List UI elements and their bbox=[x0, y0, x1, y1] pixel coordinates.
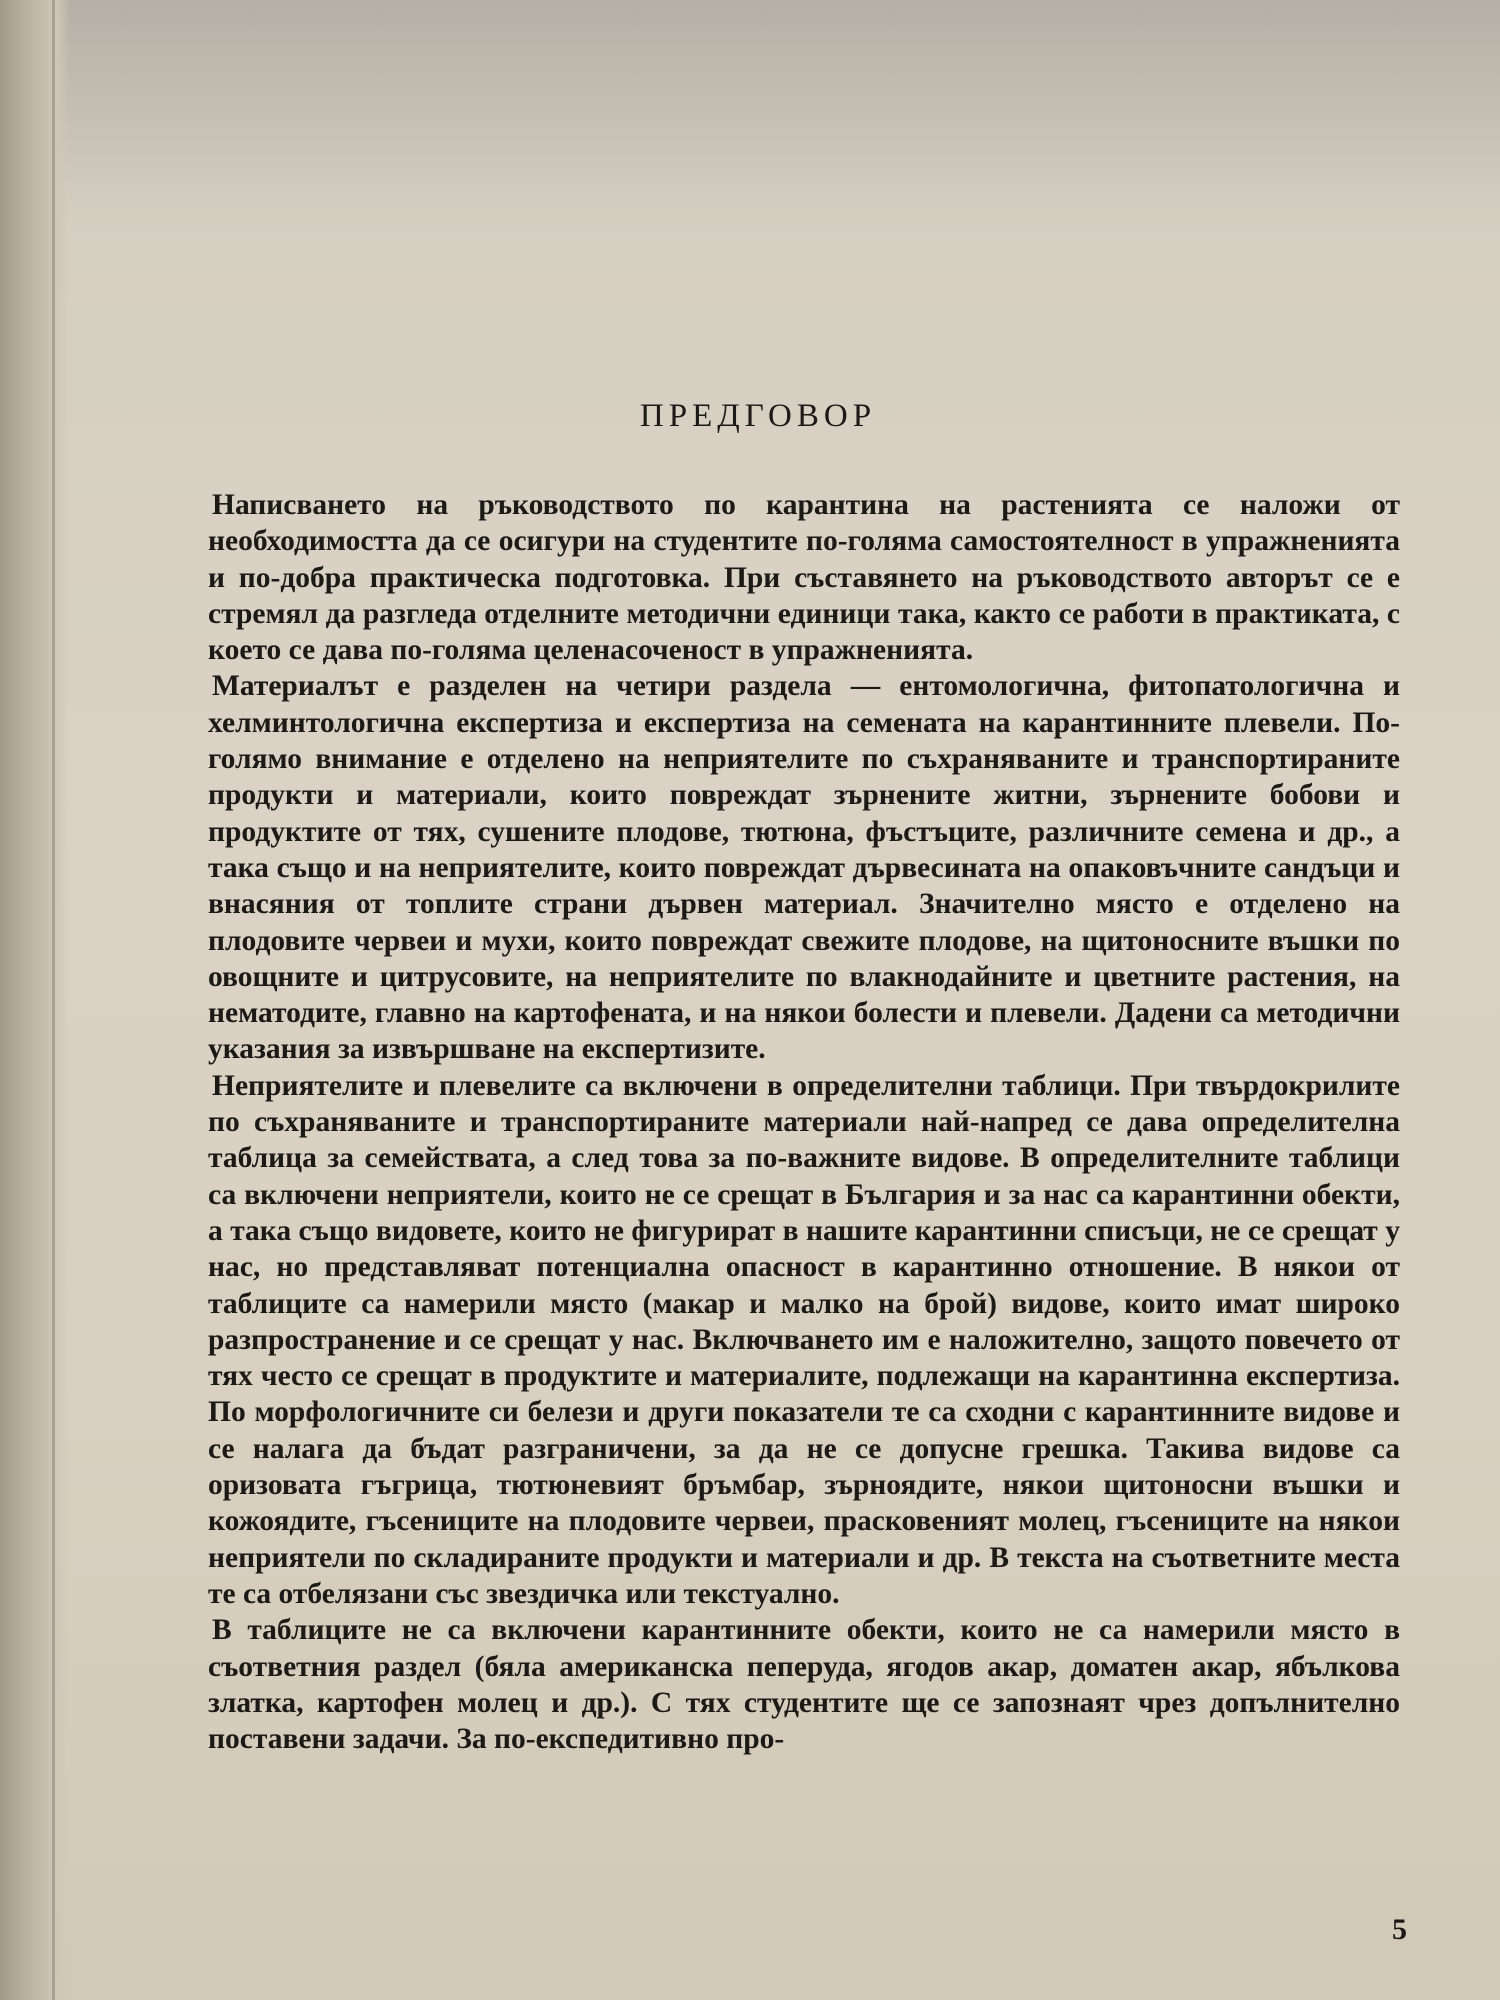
paragraph-2: Материалът е разделен на четири раздела — ентомологична, фитопатологична и хелминтологична експертиза и експертиза на семената на карантинните плевели. По-голямо внимание е отделено на неприятелите по съхраняваните и транспортираните продукти и материали, които повреждат зърнените житни, зърнените бобови и продуктите от тях, сушените плодове, тютюна, фъстъците, различните семена и др., а така също и на неприятелите, които повреждат дървесината на опаковъчните сандъци и внасяния от топлите страни дървен материал. Значително място е отделено на плодовите червеи и мухи, които повреждат свежите плодове, на щитоносните въшки по овощните и цитрусовите, на неприятелите по влакнодайните и цветните растения, на нематодите, главно на картофената, и на някои болести и плевели. Дадени са методични указания за извършване на експертизите. bbox=[208, 670, 1400, 1066]
paragraph-3: Неприятелите и плевелите са включени в определителни таблици. При твърдокрилите по съхраняваните и транспортираните материали най-напред се дава определителна таблица за семействата, а след това за по-важните видове. В определителните таблици са включени неприятели, които не се срещат в България и за нас са карантинни обекти, а така също видовете, които не фигурират в нашите карантинни списъци, не се срещат у нас, но представляват потенциална опасност в карантинно отношение. В някои от таблиците са намерили място (макар и малко на брой) видове, които имат широко разпространение и се срещат у нас. Включването им е наложително, защото повечето от тях често се срещат в продуктите и материалите, подлежащи на карантинна експертиза. По морфологичните си белези и други показатели те са сходни с карантинните видове и се налага да бъдат разграничени, за да не се допусне грешка. Такива видове са оризовата гъгрица, тютюневият бръмбар, зърноядите, някои щитоносни въшки и кожоядите, гъсениците на плодовите червеи, прасковеният молец, гъсениците на някои неприятели по складираните продукти и материали и др. В текста на съответните места те са отбелязани със звездичка или текстуално. bbox=[208, 1069, 1400, 1610]
paragraph-1: Написването на ръководството по карантина на растенията се наложи от необходимостта да се осигури на студентите по-голяма самостоятелност в упражненията и по-добра практическа подготовка. При съставянето на ръководството авторът се е стремял да разгледа отделните методични единици така, както се работи в практиката, с което се дава по-голяма целенасоченост в упражненията. bbox=[208, 489, 1400, 667]
book-page bbox=[208, 0, 1408, 2000]
page-number: 5 bbox=[1392, 1913, 1407, 1946]
body-text bbox=[208, 487, 1400, 1757]
book-gutter bbox=[0, 0, 70, 2000]
paragraph-4: В таблиците не са включени карантинните обекти, които не са намерили място в съответния раздел (бяла американска пеперуда, ягодов акар, доматен акар, ябълкова златка, картофен молец и др.). С тях студентите ще се запознаят чрез допълнително поставени задачи. За по-експедитивно про- bbox=[208, 1614, 1400, 1756]
page-title: ПРЕДГОВОР bbox=[639, 398, 877, 434]
